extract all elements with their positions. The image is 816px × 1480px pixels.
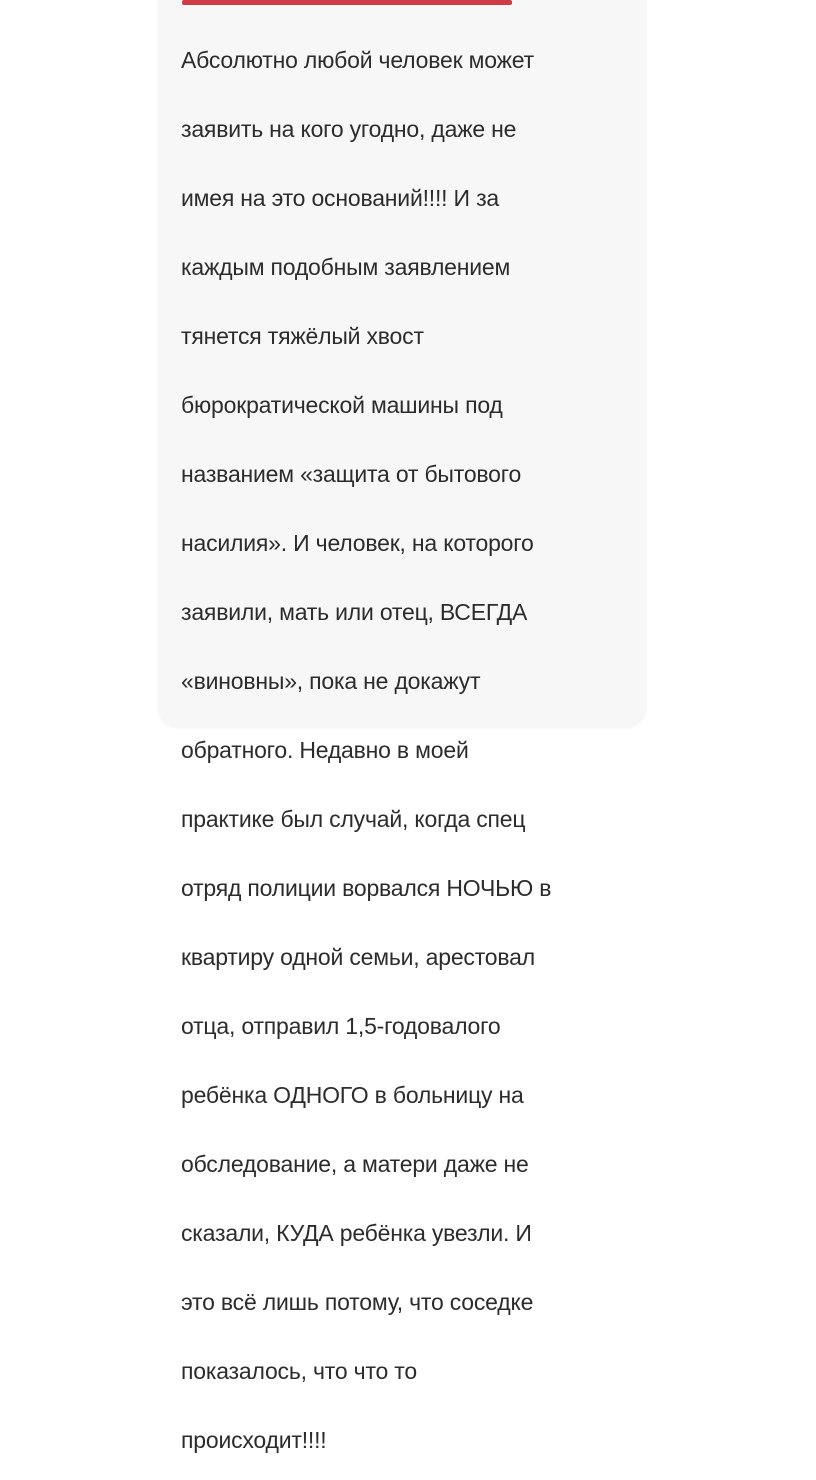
- message-line: каждым подобным заявлением: [181, 253, 511, 280]
- message-line: обследование, а матери даже не: [181, 1150, 529, 1177]
- message-line: названием «защита от бытового: [181, 460, 522, 487]
- message-line: бюрократической машины под: [181, 391, 503, 418]
- message-line: показалось, что что то: [181, 1357, 417, 1384]
- message-line: сказали, КУДА ребёнка увезли. И: [181, 1219, 532, 1246]
- message-line: отца, отправил 1,5-годовалого: [181, 1012, 501, 1039]
- message-text: [181, 8, 633, 1480]
- message-line: квартиру одной семьи, арестовал: [181, 943, 535, 970]
- message-line: тянется тяжёлый хвост: [181, 322, 424, 349]
- red-underline-mark: [182, 0, 512, 5]
- message-line: обратного. Недавно в моей: [181, 736, 469, 763]
- message-line: насилия». И человек, на которого: [181, 529, 534, 556]
- message-line: отряд полиции ворвался НОЧЬЮ в: [181, 874, 552, 901]
- message-line: Абсолютно любой человек может: [181, 46, 534, 73]
- message-line: «виновны», пока не докажут: [181, 667, 481, 694]
- message-line: происходит!!!!: [181, 1426, 327, 1453]
- message-line: имея на это оснований!!!! И за: [181, 184, 500, 211]
- message-line: заявить на кого угодно, даже не: [181, 115, 517, 142]
- message-line: ребёнка ОДНОГО в больницу на: [181, 1081, 524, 1108]
- message-line: заявили, мать или отец, ВСЕГДА: [181, 598, 528, 625]
- message-line: практике был случай, когда спец: [181, 805, 526, 832]
- message-line: это всё лишь потому, что соседке: [181, 1288, 534, 1315]
